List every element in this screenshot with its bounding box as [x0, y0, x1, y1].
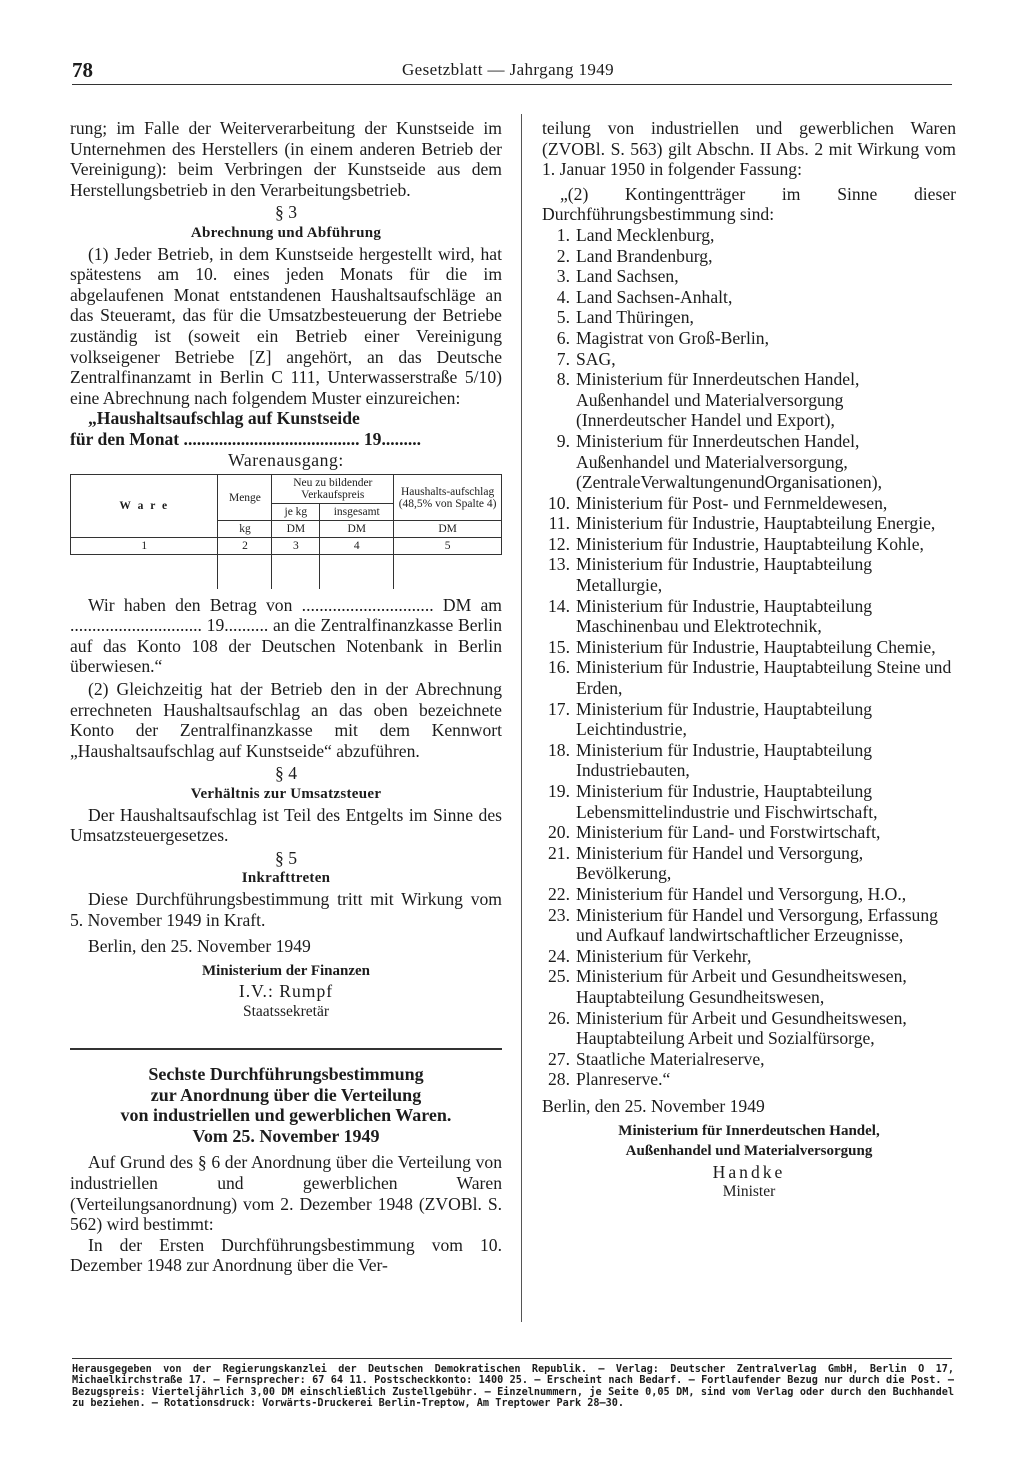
list-item-text: Ministerium für Post- und Fernmeldewesen,	[576, 492, 888, 513]
paragraph-continuation-right: teilung von industriellen und gewerblichen Waren (ZVOBl. S. 563) gilt Abschn. II Abs. 2 mit Wirkung vom 1. Januar 1950 in folgender Fassung:	[542, 118, 956, 180]
signer-title: Staatssekretär	[242, 1002, 330, 1020]
list-item	[542, 946, 956, 967]
list-item-number: 14.	[548, 595, 570, 616]
list-item	[542, 431, 956, 493]
table-unit-dm-3: DM	[394, 521, 502, 538]
list-item-number: 18.	[548, 739, 570, 760]
list-item	[542, 266, 956, 287]
table-unit-dm-1: DM	[272, 521, 320, 538]
list-item	[542, 1069, 956, 1090]
list-item-text: Ministerium für Innerdeutschen Handel, Außenhandel und Materialversorgung (Innerdeutscher Handel und Export),	[576, 369, 860, 431]
table-header-insgesamt: insgesamt	[320, 504, 394, 521]
section-3-paragraph-1: (1) Jeder Betrieb, in dem Kunstseide hergestellt wird, hat spätestens am 10. eines jeden Monats für die im abgelaufenen Monat entstandenen Haushaltsaufschläge an das Steueramt, das für die Umsatzbesteuerung der Betriebe zuständig ist (soweit ein Betrieb einer Vereinigung volkseigener Betriebe [Z] angehört, an das Deutsche Zentralfinanzamt in Berlin C 111, Unterwasserstraße 5/10) eine Abrechnung nach folgendem Muster einzureichen:	[70, 243, 502, 408]
list-item	[542, 369, 956, 431]
table-header-je-kg: je kg	[272, 504, 320, 521]
signer-name: I.V.: Rumpf	[238, 981, 334, 1002]
list-item	[542, 781, 956, 822]
decree-title-line-1: Sechste Durchführungsbestimmung	[148, 1064, 424, 1085]
page-header	[72, 58, 952, 82]
list-item-text: Ministerium für Industrie, Hauptabteilung Kohle,	[576, 533, 924, 554]
list-item	[542, 349, 956, 370]
decree-title-date: Vom 25. November 1949	[192, 1125, 380, 1146]
list-item-text: Ministerium für Arbeit und Gesundheitswesen, Hauptabteilung Gesundheitswesen,	[576, 966, 907, 1007]
list-item-text: Ministerium für Handel und Versorgung, Bevölkerung,	[576, 842, 864, 884]
list-item	[542, 307, 956, 328]
list-item-text: Ministerium für Industrie, Hauptabteilung Metallurgie,	[576, 554, 873, 596]
list-item-number: 16.	[548, 657, 570, 678]
table-header-verkaufspreis: Neu zu bildender Verkaufspreis	[272, 475, 394, 504]
list-item	[542, 822, 956, 843]
list-item-number: 4.	[556, 286, 570, 307]
list-item-text: Staatliche Materialreserve,	[576, 1048, 765, 1069]
list-item-text: Ministerium für Handel und Versorgung, Erfassung und Aufkauf landwirtschaftlicher Erzeugnisse,	[576, 904, 938, 946]
signer-name-right: Handke	[712, 1161, 786, 1182]
list-item	[542, 493, 956, 514]
list-item-text: Ministerium für Industrie, Hauptabteilung Leichtindustrie,	[576, 698, 873, 740]
kontingenttraeger-list	[542, 225, 956, 1090]
list-item-number: 25.	[548, 966, 570, 987]
list-item	[542, 287, 956, 308]
list-item-text: Planreserve.“	[576, 1069, 671, 1090]
signing-ministry-line-2: Außenhandel und Materialversorgung	[625, 1143, 873, 1160]
footer-rule	[72, 1358, 952, 1359]
list-item-number: 12.	[548, 533, 570, 554]
warenausgang-label: Warenausgang:	[228, 449, 344, 470]
list-item-text: Ministerium für Industrie, Hauptabteilung Maschinenbau und Elektrotechnik,	[576, 595, 873, 637]
list-item	[542, 513, 956, 534]
section-4-title: Verhältnis zur Umsatzsteuer	[190, 785, 382, 802]
section-5-number: § 5	[275, 847, 297, 868]
list-item	[542, 657, 956, 698]
list-item	[542, 966, 956, 1007]
list-item-number: 19.	[548, 781, 570, 801]
list-item-text: Ministerium für Industrie, Hauptabteilung Industriebauten,	[576, 739, 873, 781]
running-title: Gesetzblatt — Jahrgang 1949	[402, 60, 615, 79]
decree-title-line-3: von industriellen und gewerblichen Waren.	[120, 1105, 452, 1126]
list-item-text: Land Sachsen,	[576, 266, 679, 287]
right-column	[542, 118, 956, 1203]
list-item	[542, 884, 956, 905]
date-line: Berlin, den 25. November 1949	[88, 936, 311, 957]
header-rule	[72, 84, 952, 85]
list-item-text: Land Thüringen,	[576, 307, 694, 328]
list-item-text: Ministerium für Industrie, Hauptabteilung Lebensmittelindustrie und Fischwirtschaft,	[576, 781, 878, 822]
table-col-number-4: 4	[320, 538, 394, 555]
section-3-title: Abrechnung und Abführung	[190, 224, 382, 241]
list-item-text: Land Brandenburg,	[576, 245, 713, 266]
table-col-number-1: 1	[71, 538, 218, 555]
list-item-number: 17.	[548, 698, 570, 719]
list-item	[542, 246, 956, 267]
signing-ministry: Ministerium der Finanzen	[201, 962, 371, 979]
muster-title-line-2: für den Monat ........................................ 19.........	[70, 428, 422, 449]
paragraph-auf-grund: Auf Grund des § 6 der Anordnung über die Verteilung von industriellen und gewerblichen Waren (Verteilungsanordnung) vom 2. Dezember 1948 (ZVOBl. S. 562) wird bestimmt:	[70, 1152, 502, 1235]
table-header-menge: Menge	[218, 475, 272, 521]
list-item-number: 2.	[556, 245, 570, 266]
section-4-number: § 4	[275, 763, 297, 784]
signing-ministry-line-1: Ministerium für Innerdeutschen Handel,	[618, 1122, 880, 1139]
paragraph-ersten: In der Ersten Durchführungsbestimmung vom 10. Dezember 1948 zur Anordnung über die Ver-	[70, 1234, 502, 1276]
list-item-number: 27.	[548, 1048, 570, 1069]
list-item-text: SAG,	[576, 348, 616, 369]
list-item	[542, 596, 956, 637]
list-item-text: Ministerium für Verkehr,	[576, 945, 752, 966]
decree-title-line-2: zur Anordnung über die Verteilung	[150, 1084, 422, 1105]
list-item-number: 9.	[556, 430, 570, 451]
section-3-number: § 3	[275, 202, 297, 223]
table-blank-row	[71, 555, 502, 589]
table-col-number-3: 3	[272, 538, 320, 555]
paragraph-betrag: Wir haben den Betrag von .............................. DM am .............................. 19.......... an die Zentralfinanzkasse Berlin auf das Konto 108 der Deutschen Notenbank in Berlin überwiesen.“	[70, 594, 502, 677]
list-item-text: Magistrat von Groß-Berlin,	[576, 327, 770, 348]
paragraph-2: (2) Gleichzeitig hat der Betrieb den in der Abrechnung errechneten Haushaltsaufschlag an das oben bezeichnete Konto der Zentralfinanzkasse mit dem Kennwort „Haushaltsaufschlag auf Kunstseide“ abzuführen.	[70, 678, 502, 761]
table-col-number-5: 5	[394, 538, 502, 555]
list-item-number: 5.	[556, 307, 570, 328]
list-item-text: Ministerium für Handel und Versorgung, H.O.,	[576, 883, 907, 904]
list-item-text: Land Mecklenburg,	[576, 224, 715, 245]
table-header-haushaltsaufschlag: Haushalts-aufschlag (48,5% von Spalte 4)	[394, 475, 502, 521]
list-item-text: Land Sachsen-Anhalt,	[576, 286, 733, 307]
publisher-footer: Herausgegeben von der Regierungskanzlei der Deutschen Demokratischen Republik. — Verlag: Deutscher Zentralverlag GmbH, Berlin O 17, Michaelkirchstraße 17. — Fernsprecher: 67 64 11. Postscheckkonto: 1400 25. — Erscheint nach Bedarf. — Fortlaufender Bezug nur durch die Post. — Bezugspreis: Vierteljährlich 3,00 DM einschließlich Zustellgebühr. — Einzelnummern, je Seite 0,05 DM, sind vom Verlag oder durch den Buchhandel zu beziehen. — Rotationsdruck: Vorwärts-Druckerei Berlin-Treptow, Am Treptower Park 28—30.	[72, 1364, 954, 1410]
list-item	[542, 225, 956, 246]
paragraph-continuation: rung; im Falle der Weiterverarbeitung der Kunstseide im Unternehmen des Herstellers (in einem anderen Betrieb der Vereinigung): beim Verbringen der Kunstseide aus dem Herstellungsbetrieb in den Verarbeitungsbetrieb.	[70, 118, 502, 200]
list-item-number: 21.	[548, 842, 570, 863]
list-item	[542, 328, 956, 349]
list-item-text: Ministerium für Industrie, Hauptabteilung Chemie,	[576, 636, 936, 657]
list-item-number: 8.	[556, 369, 570, 390]
list-item	[542, 905, 956, 946]
list-item	[542, 1049, 956, 1070]
list-item	[542, 1008, 956, 1049]
signer-title-right: Minister	[722, 1183, 776, 1201]
list-item-number: 20.	[548, 822, 570, 843]
paragraph-kontingenttraeger: „(2) Kontingentträger im Sinne dieser Durchführungsbestimmung sind:	[542, 183, 956, 225]
list-item	[542, 534, 956, 555]
table-unit-kg: kg	[218, 521, 272, 538]
list-item-number: 22.	[548, 883, 570, 904]
page-number: 78	[72, 58, 93, 82]
date-line-right: Berlin, den 25. November 1949	[542, 1095, 765, 1116]
list-item-number: 28.	[548, 1069, 570, 1090]
list-item	[542, 843, 956, 884]
list-item	[542, 637, 956, 658]
muster-table	[70, 474, 502, 589]
section-5-paragraph: Diese Durchführungsbestimmung tritt mit Wirkung vom 5. November 1949 in Kraft.	[70, 888, 502, 930]
list-item-text: Ministerium für Arbeit und Gesundheitswesen, Hauptabteilung Arbeit und Sozialfürsorge,	[576, 1007, 907, 1049]
list-item-text: Ministerium für Land- und Forstwirtschaft,	[576, 822, 881, 843]
list-item-number: 10.	[548, 492, 570, 513]
list-item-text: Ministerium für Industrie, Hauptabteilung Energie,	[576, 513, 936, 534]
list-item-text: Ministerium für Innerdeutschen Handel, Außenhandel und Materialversorgung, (ZentraleVerwaltungenundOrganisationen),	[576, 430, 882, 493]
list-item-number: 26.	[548, 1007, 570, 1028]
muster-title-line-1: „Haushaltsaufschlag auf Kunstseide	[88, 408, 360, 429]
list-item-number: 13.	[548, 554, 570, 575]
list-item-number: 6.	[556, 327, 570, 348]
list-item-number: 15.	[548, 636, 570, 657]
table-header-ware: W a r e	[71, 475, 218, 538]
list-item-number: 11.	[548, 513, 570, 534]
list-item	[542, 699, 956, 740]
column-divider	[521, 114, 522, 1322]
list-item-number: 7.	[556, 348, 570, 369]
table-unit-dm-2: DM	[320, 521, 394, 538]
list-item-text: Ministerium für Industrie, Hauptabteilung Steine und Erden,	[576, 657, 952, 699]
section-5-title: Inkrafttreten	[241, 870, 331, 887]
list-item	[542, 740, 956, 781]
list-item-number: 1.	[556, 224, 570, 245]
section-4-paragraph: Der Haushaltsaufschlag ist Teil des Entgelts im Sinne des Umsatzsteuergesetzes.	[70, 804, 502, 846]
list-item	[542, 554, 956, 595]
table-col-number-2: 2	[218, 538, 272, 555]
list-item-number: 3.	[556, 266, 570, 287]
list-item-number: 23.	[548, 904, 570, 925]
left-column	[70, 118, 502, 1276]
list-item-number: 24.	[548, 945, 570, 966]
